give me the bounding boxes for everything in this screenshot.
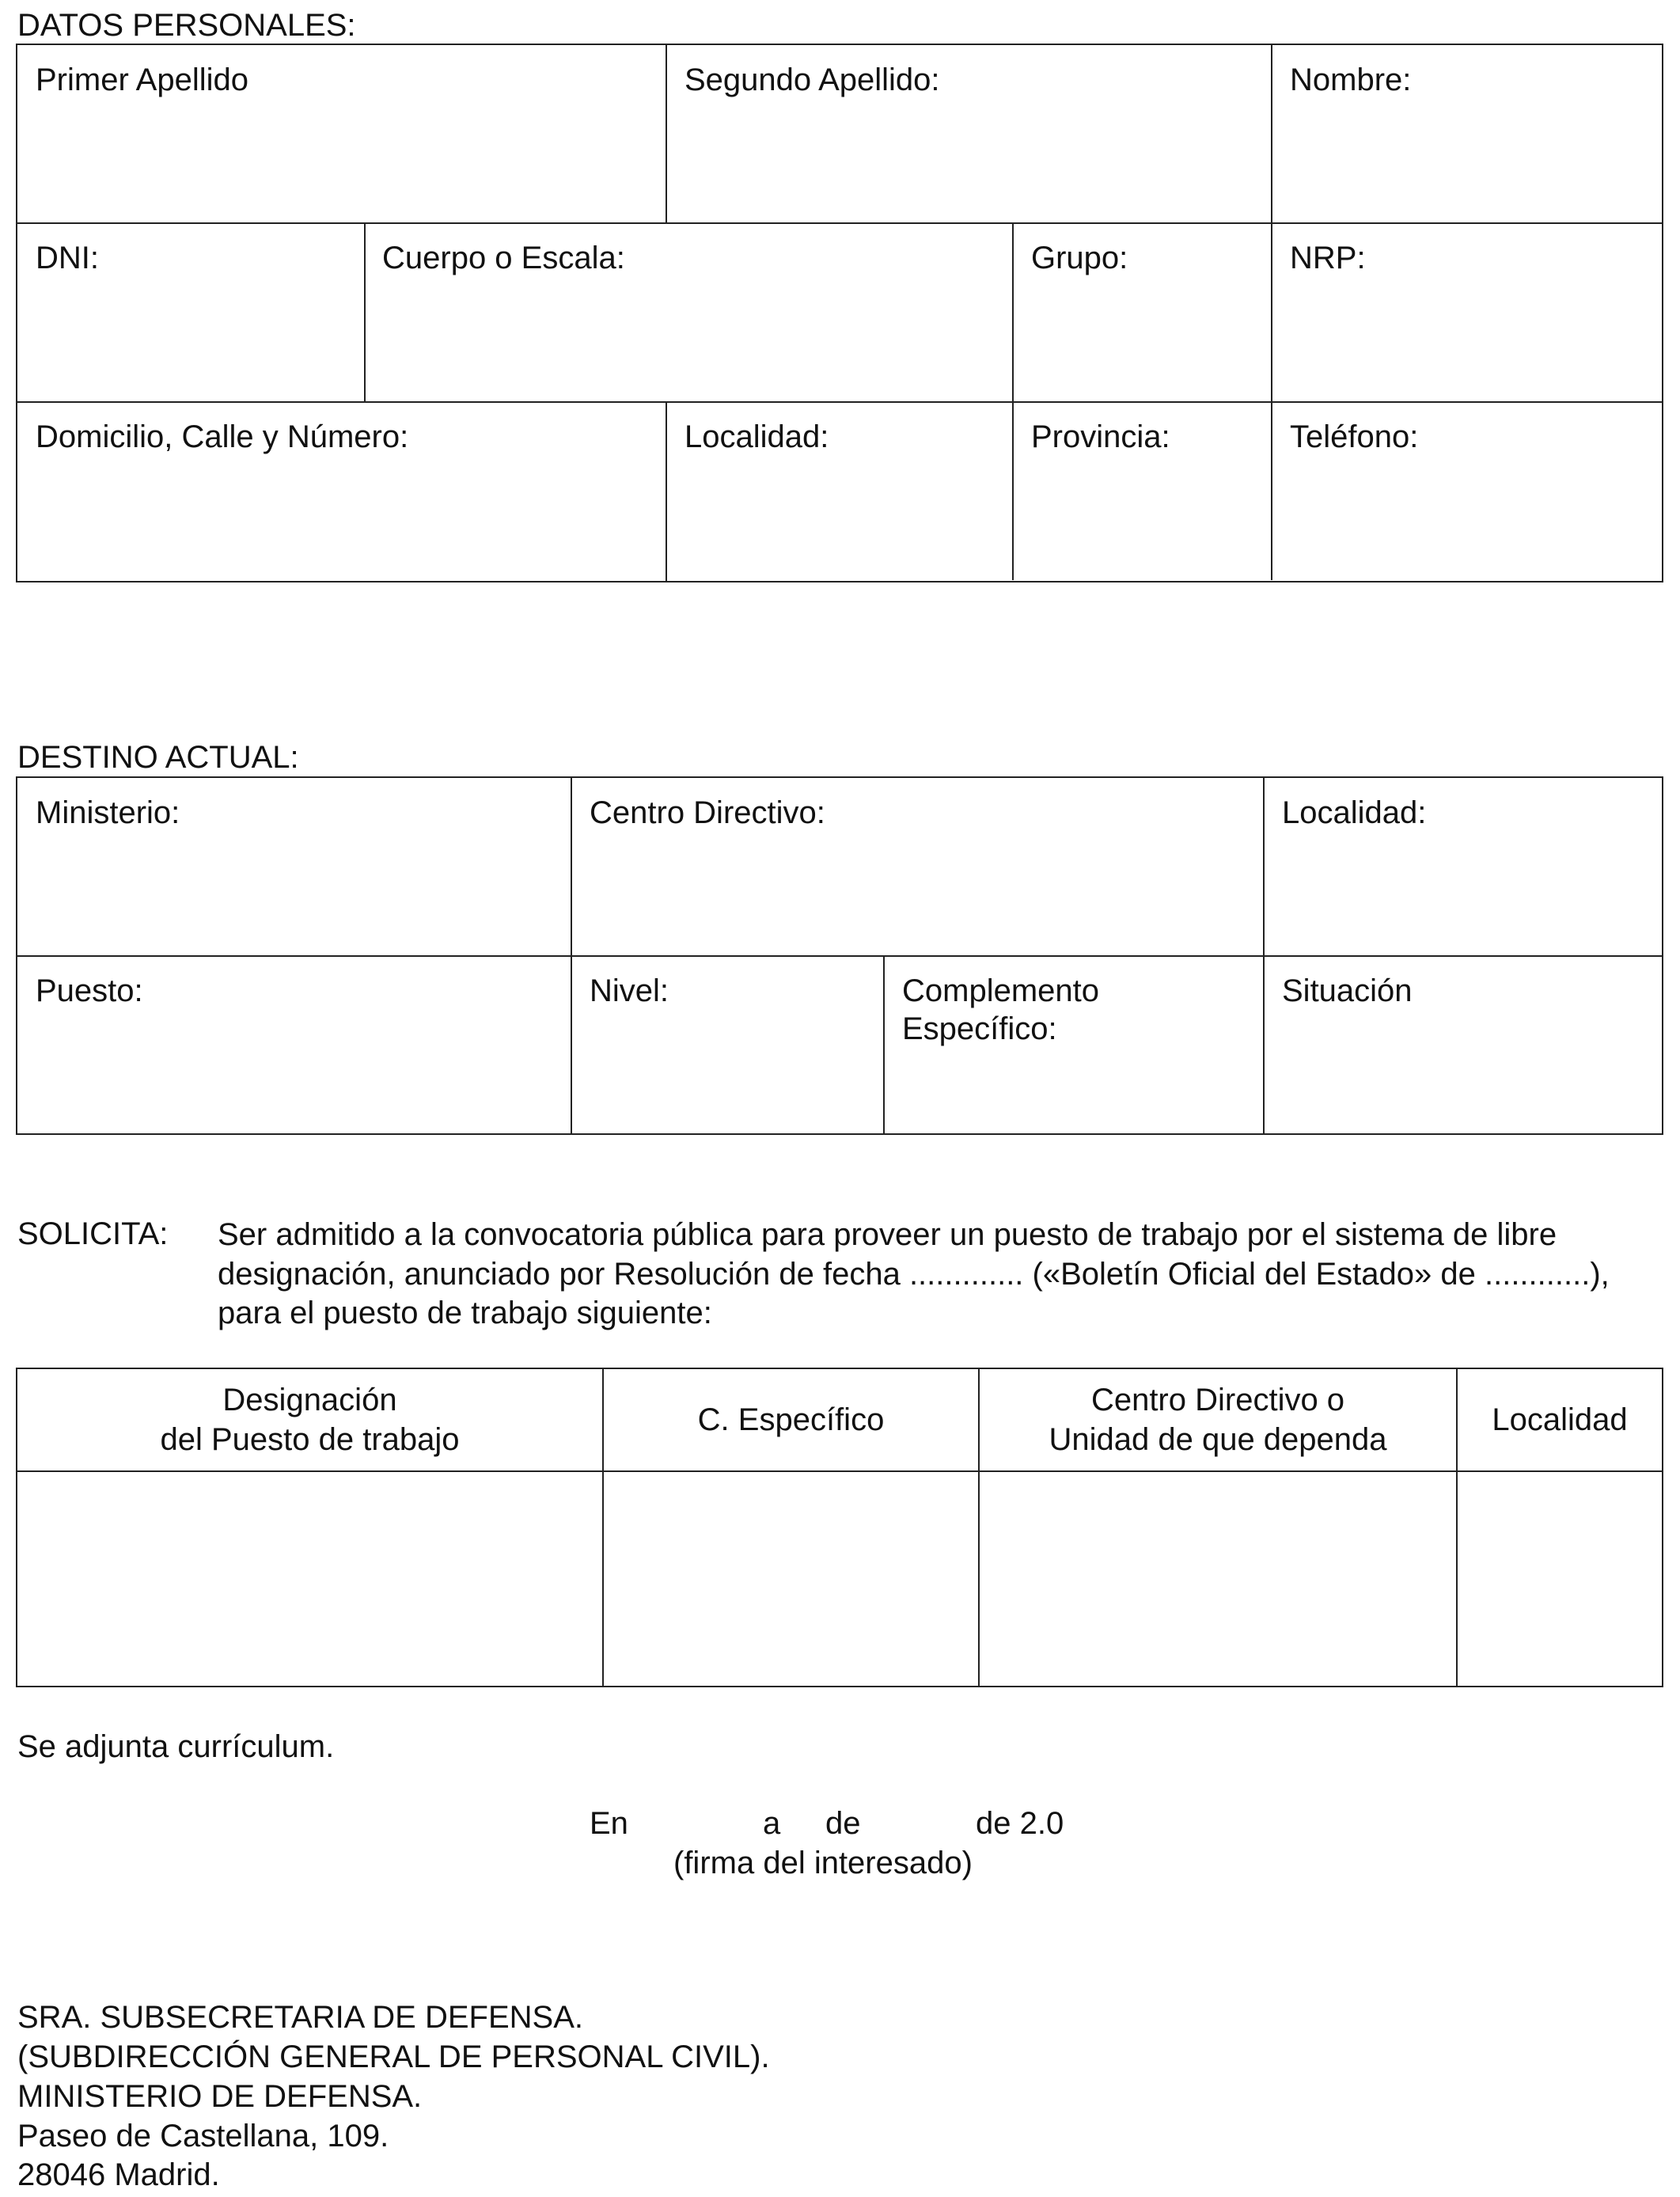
col-divider	[666, 402, 667, 581]
solicita-text-line3: para el puesto de trabajo siguiente:	[218, 1296, 712, 1330]
curriculum-note: Se adjunta currículum.	[17, 1729, 335, 1764]
telefono-field[interactable]: Teléfono:	[1290, 419, 1419, 454]
col-divider	[1263, 778, 1265, 1133]
col-especifico: C. Específico	[697, 1402, 885, 1437]
localidad-field[interactable]: Localidad:	[685, 419, 829, 454]
destino-heading: DESTINO ACTUAL:	[17, 740, 299, 775]
personal-data-heading: DATOS PERSONALES:	[17, 8, 356, 43]
row-divider	[17, 955, 1662, 957]
header-divider	[17, 1470, 1662, 1472]
nrp-field[interactable]: NRP:	[1290, 241, 1366, 275]
solicita-text-line2: designación, anunciado por Resolución de fecha ............. («Boletín Oficial del Estado» de ............),	[218, 1257, 1610, 1292]
nombre-field[interactable]: Nombre:	[1290, 63, 1412, 97]
domicilio-field[interactable]: Domicilio, Calle y Número:	[36, 419, 409, 454]
row-divider	[17, 222, 1662, 224]
puesto-field[interactable]: Puesto:	[36, 973, 143, 1008]
signature-caption: (firma del interesado)	[673, 1846, 973, 1880]
col-designacion-line2: del Puesto de trabajo	[160, 1422, 460, 1457]
address-line: SRA. SUBSECRETARIA DE DEFENSA.	[17, 2000, 583, 2035]
solicita-label: SOLICITA:	[17, 1216, 169, 1251]
ministerio-field[interactable]: Ministerio:	[36, 795, 180, 830]
solicita-text-line1: Ser admitido a la convocatoria pública para proveer un puesto de trabajo por el sistema de libre	[218, 1217, 1557, 1252]
date-year: de 2.0	[976, 1806, 1064, 1841]
col-divider	[1271, 45, 1272, 580]
centro-directivo-field[interactable]: Centro Directivo:	[590, 795, 825, 830]
segundo-apellido-field[interactable]: Segundo Apellido:	[685, 63, 940, 97]
nivel-field[interactable]: Nivel:	[590, 973, 669, 1008]
provincia-field[interactable]: Provincia:	[1031, 419, 1170, 454]
puesto-solicitado-table	[16, 1368, 1663, 1687]
destino-table	[16, 776, 1663, 1135]
address-line: (SUBDIRECCIÓN GENERAL DE PERSONAL CIVIL).	[17, 2040, 770, 2074]
col-divider	[883, 956, 885, 1133]
personal-data-table	[16, 44, 1663, 582]
date-de: de	[825, 1806, 861, 1841]
cell-especifico[interactable]	[604, 1473, 978, 1686]
col-centro-line2: Unidad de que dependa	[1049, 1422, 1387, 1457]
col-divider	[571, 778, 572, 1133]
cell-localidad[interactable]	[1458, 1473, 1662, 1686]
cell-centro[interactable]	[980, 1473, 1456, 1686]
col-divider	[666, 45, 667, 223]
situacion-field[interactable]: Situación	[1282, 973, 1413, 1008]
address-line: 28046 Madrid.	[17, 2157, 220, 2192]
place-en: En	[590, 1806, 628, 1841]
complemento-field-line1[interactable]: Complemento	[902, 973, 1100, 1008]
complemento-field-line2: Específico:	[902, 1011, 1057, 1046]
col-designacion-line1: Designación	[222, 1383, 397, 1417]
date-a: a	[763, 1806, 781, 1841]
destino-localidad-field[interactable]: Localidad:	[1282, 795, 1427, 830]
cell-designacion[interactable]	[17, 1473, 602, 1686]
col-localidad: Localidad	[1492, 1402, 1628, 1437]
dni-field[interactable]: DNI:	[36, 241, 99, 275]
grupo-field[interactable]: Grupo:	[1031, 241, 1128, 275]
row-divider	[17, 401, 1662, 403]
primer-apellido-field[interactable]: Primer Apellido	[36, 63, 249, 97]
col-divider	[364, 223, 366, 402]
col-centro-line1: Centro Directivo o	[1090, 1383, 1345, 1417]
address-line: MINISTERIO DE DEFENSA.	[17, 2079, 423, 2114]
address-line: Paseo de Castellana, 109.	[17, 2119, 389, 2153]
col-divider	[1012, 223, 1014, 580]
cuerpo-escala-field[interactable]: Cuerpo o Escala:	[382, 241, 625, 275]
